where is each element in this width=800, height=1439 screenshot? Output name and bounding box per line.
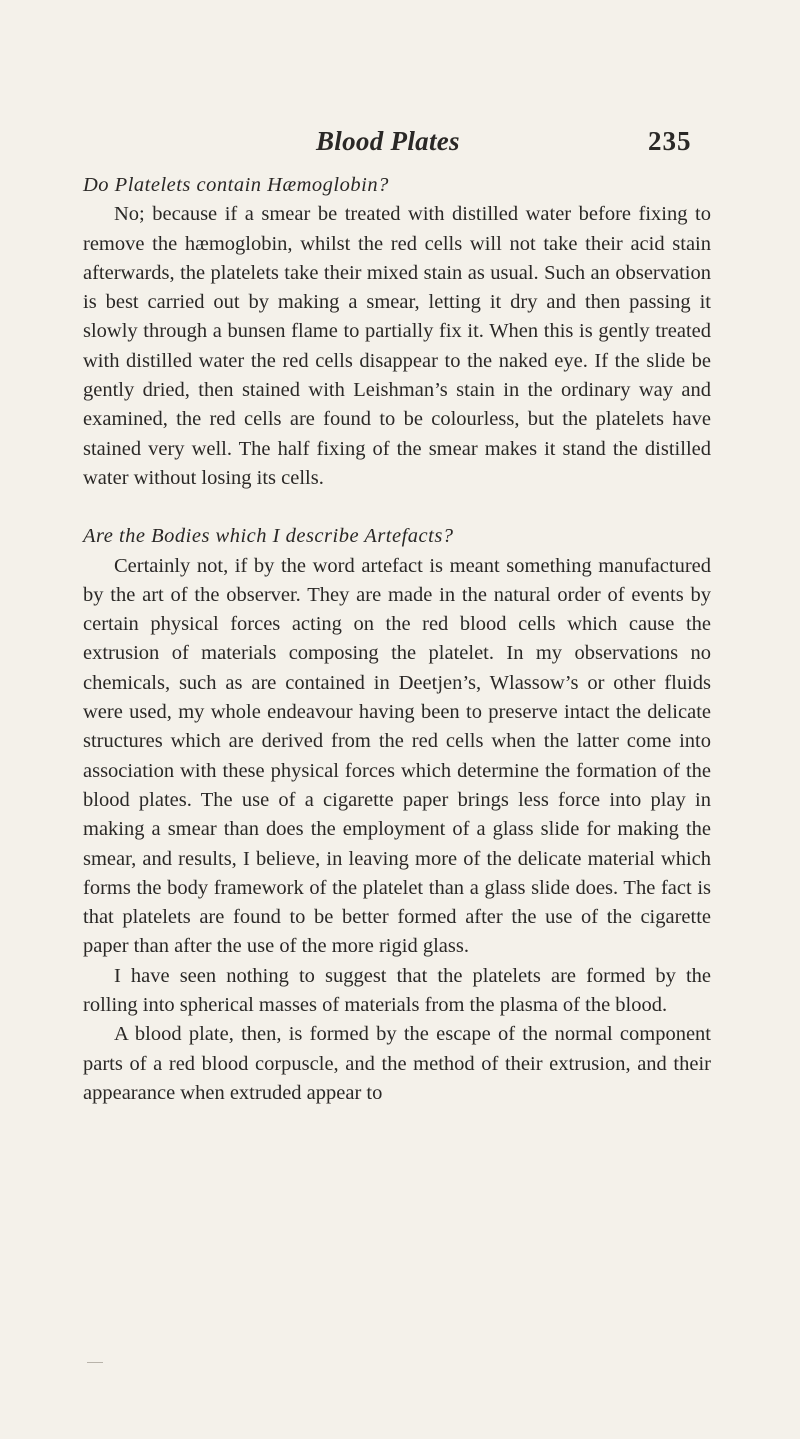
- running-title: Blood Plates: [316, 126, 460, 156]
- paragraph: No; because if a smear be treated with distilled water before fixing to remove the hæmoglobin, whilst the red cells will not take their acid stain afterwards, the platelets take their mixed stain as usual. Such an observation is best carried out by making a smear, letting it dry and then passing it slowly through a bunsen flame to partially fix it. When this is gently treated with distilled water the red cells disappear to the naked eye. If the slide be gently dried, then stained with Leishman’s stain in the ordinary way and examined, the red cells are found to be colourless, but the platelets have stained very well. The half fixing of the smear makes it stand the distilled water without losing its cells.: [83, 203, 711, 489]
- section-spacer: [83, 493, 711, 522]
- page-edge-mark: [87, 1362, 103, 1363]
- body-text: [83, 171, 711, 1108]
- section-heading-hemoglobin: Do Platelets contain Hæmoglobin?: [83, 174, 389, 196]
- page-number: 235: [648, 126, 692, 156]
- running-head: [0, 126, 800, 166]
- paragraph: Certainly not, if by the word artefact is meant something manufactured by the art of the observer. They are made in the natural order of events by certain physical forces acting on the red blood cells which cause the extrusion of materials composing the platelet. In my observations no chemicals, such as are contained in Deetjen’s, Wlassow’s or other fluids were used, my whole endeavour having been to preserve intact the delicate structures which are derived from the red cells when the latter come into association with these physical forces which determine the formation of the blood plates. The use of a cigarette paper brings less force into play in making a smear than does the employment of a glass slide for making the smear, and results, I believe, in leaving more of the delicate material which forms the body framework of the platelet than a glass slide does. The fact is that platelets are found to be better formed after the use of the cigarette paper than after the use of the more rigid glass.: [83, 554, 711, 958]
- section-heading-artefacts: Are the Bodies which I describe Artefacts?: [83, 525, 454, 548]
- paragraph: I have seen nothing to suggest that the platelets are formed by the rolling into spherical masses of materials from the plasma of the blood.: [83, 964, 711, 1017]
- paragraph: A blood plate, then, is formed by the escape of the normal component parts of a red blood corpuscle, and the method of their extrusion, and their appearance when extruded appear to: [83, 1023, 711, 1104]
